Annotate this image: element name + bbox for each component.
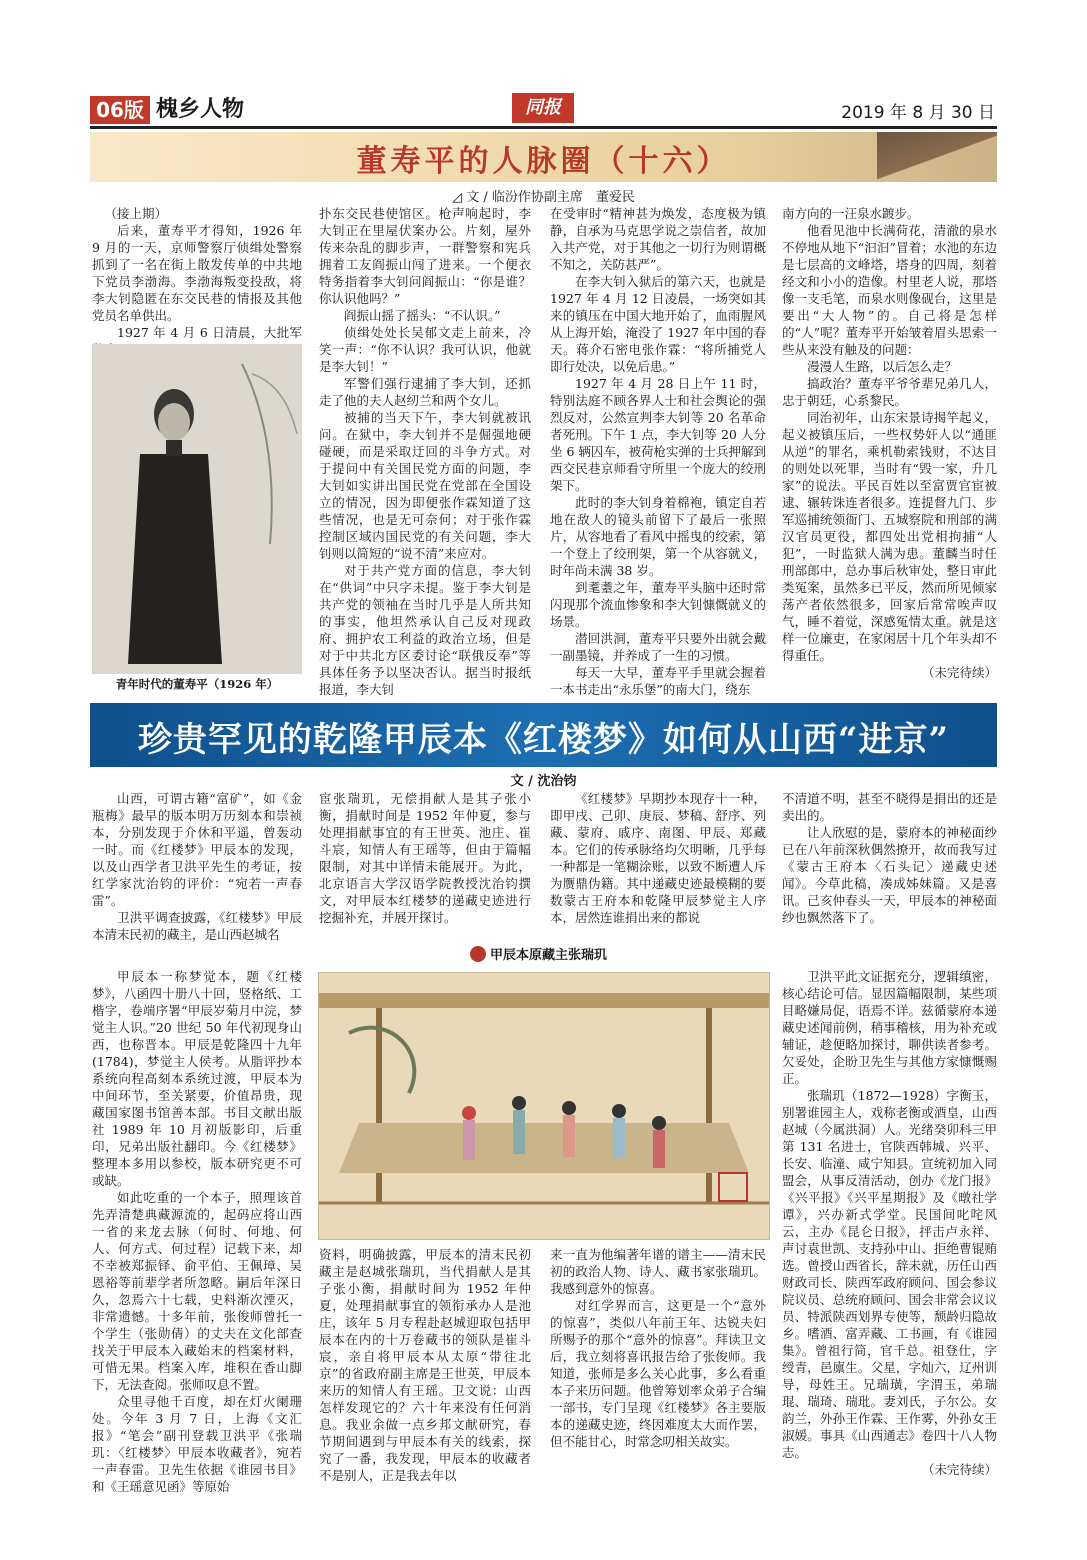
paragraph: 南方向的一汪泉水踱步。 xyxy=(782,206,920,221)
paragraph: 被捕的当天下午，李大钊就被讯问。在狱中，李大钊并不是倔强地硬碰硬，而是采取迂回的斗争方式。对于提问中有关国民党方面的问题，李大钊如实讲出国民党在党部在全国设立的情况，因为即便张作霖知道了这些情况，也是无可奈何；对于张作霖控制区域内国民党的有关问题，李大钊则以简短的“说不清”来应对。 xyxy=(319,410,531,561)
paragraph: 如此吃重的一个本子，照理该首先弄清楚典藏源流的，起码应将山西一省的来龙去脉（何时、何地、何人、何方式、何过程）记载下来，却不幸被郑振铎、俞平伯、王佩璋、吴恩裕等前辈学者所忽略。嗣后年深日久，忽焉六十七载，史料渐次湮灭，非常遗憾。十多年前，张俊师曾托一个学生（张勋倩）的丈夫在文化部查找关于甲辰本入藏始末的档案材料，可惜无果。档案入库，堆积在香山脚下，无法查阅。张师叹息不置。 xyxy=(92,1190,302,1392)
paragraph: 每天一大早，董寿平手里就会握着一本书走出“永乐堡”的南大门，绕东 xyxy=(550,665,766,697)
paragraph: 军警们强行逮捕了李大钊，还抓走了他的夫人赵纫兰和两个女儿。 xyxy=(319,376,531,408)
paragraph: 此时的李大钊身着棉袍，镇定自若地在敌人的镜头前留下了最后一张照片，从容地看了看风中摇曳的绞索，第一个登上了绞刑架，第一个从容就义，时年尚未满 38 岁。 xyxy=(550,495,766,578)
issue-date: 2019 年 8 月 30 日 xyxy=(841,103,995,123)
article2-top-column-2 xyxy=(319,790,531,930)
article2-top-column-3 xyxy=(550,790,766,930)
article1-column-1 xyxy=(92,205,302,343)
section-title: 槐乡人物 xyxy=(156,97,245,122)
paragraph: 卫洪平调查披露，《红楼梦》甲辰本清末民初的藏主，是山西赵城名 xyxy=(92,910,302,942)
paragraph: 他看见池中长满荷花，清澈的泉水不停地从地下“汩汩”冒着；水池的东边是七层高的文峰塔，塔身的四周，刻着经文和小小的造像。村里老人说，那塔像一支毛笔，而泉水则像砚台，这里是要出“大人物”的。自己将是怎样的“人”呢？董寿平开始皱着眉头思索一些从来没有触及的问题： xyxy=(782,223,997,357)
paragraph: 在李大钊入狱后的第六天，也就是 1927 年 4 月 12 日凌晨，一场突如其来的镇压在中国大地开始了，血雨腥风从上海开始，淹没了 1927 年中国的春天。蒋介石密电张作霖：“将所捕党人即行处决，以免后患。” xyxy=(550,274,766,374)
newspaper-logo: 同报 xyxy=(512,93,574,123)
paragraph: 山西，可谓古籍“富矿”，如《金瓶梅》最早的版本明万历刻本和崇祯本，分别发现于介休和平遥，曾轰动一时。而《红楼梦》甲辰本的发现，以及山西学者卫洪平先生的考证，按红学家沈治钧的评价：“宛若一声春雷”。 xyxy=(92,791,302,908)
bullet-dot-icon xyxy=(470,946,486,962)
paragraph: 对红学界而言，这更是一个“意外的惊喜”，类似八年前王年、达锐夫妇所赐予的那个“意外的惊喜”。拜读卫文后，我立刻将喜讯报告给了张俊师。我知道，张师是多么关心此事，多么看重本子来历问题。他曾筹划率众弟子合编一部书，专门呈现《红楼梦》各主要版本的递藏史迹，终因难度太大而作罢，但不能甘心，时常念叨相关故实。 xyxy=(550,1298,766,1449)
paragraph: 侦缉处处长吴郁文走上前来，冷笑一声：“你不认识？我可认识，他就是李大钊！” xyxy=(319,325,531,374)
portrait-illustration xyxy=(92,344,302,674)
article2-bottom-column-2 xyxy=(319,1246,531,1546)
to-be-continued: （未完待续） xyxy=(921,665,997,680)
paragraph: 对于共产党方面的信息，李大钊在“供词”中只字未提。鉴于李大钊是共产党的领袖在当时几乎是人所共知的事实，他坦然承认自己反对现政府、拥护农工利益的政治立场，但是对于中共北方区委讨论“联俄反奉”等具体任务予以坚决否认。据当时报纸报道，李大钊 xyxy=(319,563,531,697)
paragraph: 1927 年 4 月 6 日清晨，大批军 xyxy=(117,325,302,340)
paragraph: 不清道不明，甚至不晓得是捐出的还是卖出的。 xyxy=(782,791,997,823)
article2-bottom-column-1 xyxy=(92,968,302,1548)
paragraph: 众里寻他千百度，却在灯火阑珊处。今年 3 月 7 日，上海《文汇报》“笔会”副刊登载卫洪平《张瑞玑：〈红楼梦〉甲辰本收藏者》，宛若一声春雷。卫先生依据《谁园书目》和《王瑶意见函》等原始 xyxy=(92,1394,302,1494)
paragraph: 《红楼梦》早期抄本现存十一种，即甲戌、己卯、庚辰、梦稿、舒序、列藏、蒙府、戚序、南图、甲辰、郑藏本。它们的传承脉络均欠明晰，几乎每一种都是一笔糊涂账，以致不断遭人斥为赝鼎伪籍。其中递藏史迹最模糊的要数蒙古王府本和乾隆甲辰梦觉主人序本，居然连谁捐出来的都说 xyxy=(550,791,766,925)
paragraph: 阎振山摇了摇头：“不认识。” xyxy=(344,308,501,323)
paragraph: 宦张瑞玑，无偿捐献人是其子张小衡，捐献时间是 1952 年仲夏，参与处理捐献事宜的有王世英、池庄、崔斗宸，知情人有王瑶等，但由于篇幅限制，对其中详情未能展开。为此，北京语言大学汉语学院教授沈治钧撰文，对甲辰本红楼梦的递藏史迹进行挖掘补充，并展开探讨。 xyxy=(319,791,531,925)
article2-byline: 文 / 沈治钧 xyxy=(510,774,577,789)
photo-caption: 青年时代的董寿平（1926 年） xyxy=(115,677,279,691)
article1-byline: ◿ 文 / 临汾作协副主席 董爱民 xyxy=(452,190,635,205)
paragraph: 在受审时“精神甚为焕发，态度极为镇静，自承为马克思学说之崇信者，故加入共产党，对于其他之一切行为则谓概不知之，关防甚严”。 xyxy=(550,206,766,272)
to-be-continued: （未完待续） xyxy=(921,1462,997,1477)
article2-title: 珍贵罕见的乾隆甲辰本《红楼梦》如何从山西“进京” xyxy=(137,720,950,760)
article2-top-column-1 xyxy=(92,790,302,942)
paragraph: 漫漫人生路，以后怎么走？ xyxy=(807,359,958,374)
paragraph: 张瑞玑（1872—1928）字衡玉，别署谁园主人，戏称老衡或酒皇，山西赵城（今属洪洞）人。光绪癸卯科三甲第 131 名进士，官陕西韩城、兴平、长安、临潼、咸宁知县。宣统初加入同盟会，从事反清活动，创办《龙门报》《兴平报》《兴平星期报》及《暾社学谭》，兴办新式学堂。民国间叱咤风云，主办《昆仑日报》，抨击卢永祥、声讨袁世凯、支持孙中山、拒绝曹锟贿选。曾授山西省长，辞未就，历任山西财政司长、陕西军政府顾问、国会参议院议员、总统府顾问、国会非常会议议员、特派陕西划界专使等，颓龄归隐故乡。嗜酒、富弄藏、工书画，有《谁园集》。曾祖行简，官千总。祖登仕，字绶青，邑廪生。父星，字灿六，辽州训导，母姓王。兄瑞璜，字渭玉，弟瑞琨、瑞琦、瑞玭。妻刘氏，子尔公。女韵兰，外孙王作霖、王作雾，外孙女王淑媛。事具《山西通志》卷四十八人物志。 xyxy=(782,1088,997,1460)
article1-title: 董寿平的人脉圈（十六） xyxy=(356,144,731,179)
article1-column-4 xyxy=(782,205,997,693)
article2-bottom-column-3 xyxy=(550,1246,766,1546)
article2-bottom-column-4 xyxy=(782,968,997,1548)
paragraph: 来一直为他编著年谱的谱主——清末民初的政治人物、诗人、藏书家张瑞玑。我感到意外的惊喜。 xyxy=(550,1247,766,1296)
paragraph: 资料，明确披露，甲辰本的清末民初藏主是赵城张瑞玑，当代捐献人是其子张小衡，捐献时间为 1952 年仲夏，处理捐献事宜的领衔承办人是池庄，该年 5 月专程赴赵城迎取包括甲辰本在内的十万卷藏书的领队是崔斗宸，亲自将甲辰本从太原“带往北京”的省政府副主席是王世英，甲辰本来历的知情人有王瑶。卫文说：山西怎样发现它的？六十年来没有任何消息。我业余做一点乡邦文献研究，春节期间遇到与甲辰本有关的线索，探究了一番，我发现，甲辰本的收藏者不是别人，正是我去年以 xyxy=(319,1247,531,1483)
paragraph: 甲辰本一称梦觉本，题《红楼梦》，八函四十册八十回，竖格纸、工楷字，卷端序署“甲辰岁菊月中浣，梦觉主人识。”20 世纪 50 年代初现身山西，也称晋本。甲辰是乾隆四十九年 (1784)，梦觉主人侯考。从脂评抄本系统向程高刻本系统过渡，甲辰本为中间环节，至关紧要，价值昂贵，现藏国家图书馆善本部。书目文献出版社 1989 年 10 月初版影印，后重印，兄弟出版社翻印。今《红楼梦》整理本多用以参校，版本研究更不可或缺。 xyxy=(92,969,302,1188)
paragraph: 让人欣慰的是，蒙府本的神秘面纱已在八年前深秋偶然撩开，故而我写过《蒙古王府本〈石头记〉递藏史述闻》。今草此稿，凑成姊妹篇。又是喜讯。己亥仲春头一天，甲辰本的神秘面纱也飘然落下了。 xyxy=(782,825,997,925)
article2-top-column-4 xyxy=(782,790,997,930)
paragraph: 卫洪平此文证据充分，逻辑缜密，核心结论可信。显因篇幅限制，某些项目略嫌局促，语焉不详。兹循蒙府本递藏史述闻前例，稍事稽核，用为补充或辅证，趁便略加探讨，聊供读者参考。欠妥处，企盼卫先生与其他方家慷慨赐正。 xyxy=(782,969,997,1086)
paragraph: 扑东交民巷使馆区。枪声响起时，李大钊正在里屋伏案办公。片刻，屋外传来杂乱的脚步声，一群警察和宪兵拥着工友阎振山闯了进来。一个便衣特务指着李大钊问阎振山：“你是谁？你认识他吗？” xyxy=(319,206,531,306)
paragraph: 后来，董寿平才得知，1926 年 9 月的一天，京师警察厅侦缉处警察抓到了一名在街上散发传单的中共地下党员李渤海。李渤海叛变投敌，将李大钊隐匿在东交民巷的情报及其他党员名单供出。 xyxy=(92,223,302,323)
illustration-painting xyxy=(318,972,770,1240)
paragraph: （接上期） xyxy=(104,206,168,221)
paragraph: 1927 年 4 月 28 日上午 11 时，特别法庭不顾各界人士和社会舆论的强烈反对，公然宣判李大钊等 20 名革命者死刑。下午 1 点，李大钊等 20 人分坐 6 辆囚车，被荷枪实弹的士兵押解到西交民巷京师看守所里一个庞大的绞刑架下。 xyxy=(550,376,766,493)
article2-subheading xyxy=(470,944,607,963)
header-rule xyxy=(90,126,997,129)
article1-column-2 xyxy=(319,205,531,697)
paragraph: 潜回洪洞，董寿平只要外出就会戴一副墨镜，并养成了一生的习惯。 xyxy=(550,631,766,663)
paragraph: 到耄耋之年，董寿平头脑中还时常闪现那个流血惨象和李大钊慷慨就义的场景。 xyxy=(550,580,766,629)
portrait-photo xyxy=(92,344,302,674)
page-number-badge: 06版 xyxy=(90,96,150,124)
subheading-text: 甲辰本原藏主张瑞玑 xyxy=(490,948,608,963)
article1-column-3 xyxy=(550,205,766,697)
paragraph: 搞政治？董寿平爷爷辈兄弟几人，忠于朝廷，心系黎民。 xyxy=(782,376,997,408)
red-mansions-painting xyxy=(319,973,769,1239)
paragraph: 同治初年，山东宋景诗揭竿起义，起义被镇压后，一些权势奸人以“通匪从逆”的罪名，乘机勒索钱财，不达目的则处以死罪，当时有“毁一家，升几家”的说法。平民百姓以至富贾官宦被逮、辗转诛连者很多。连提督九门、步军巡捕统领衙门、五城察院和刑部的满汉官员更役，都四处出党相拘捕“人犯”，一时监狱人满为患。董麟当时任刑部郎中，总办事后秋审处，整日审此类冤案，虽然多已平反，然而所见倾家荡产者依然很多，回家后常常唉声叹气，睡不着觉，深感冤情太重。就是这样一位廉吏，在家闲居十几个年头却不得重任。 xyxy=(782,410,997,663)
